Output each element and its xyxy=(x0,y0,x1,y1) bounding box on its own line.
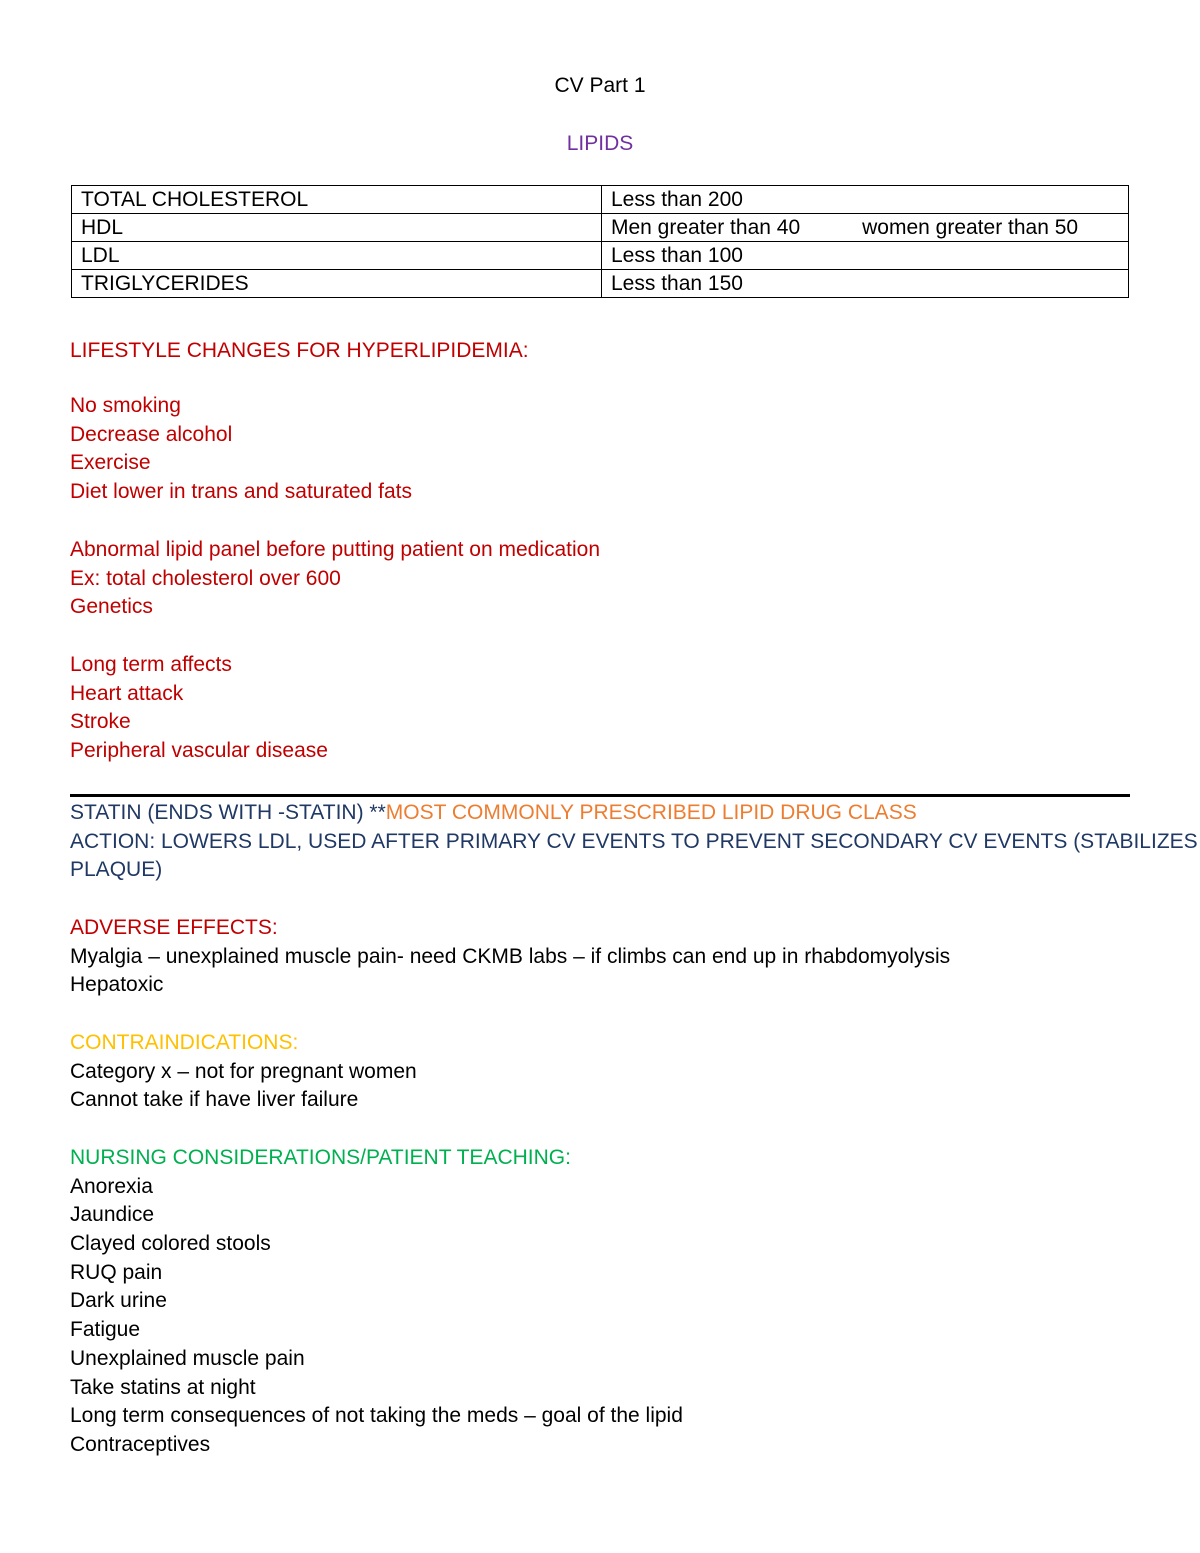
list-item: Dark urine xyxy=(70,1289,167,1313)
statin-section xyxy=(70,799,1198,885)
list-item: Long term affects xyxy=(70,653,232,676)
hdl-women-value: women greater than 50 xyxy=(862,216,1079,239)
list-item: Abnormal lipid panel before putting patient on medication xyxy=(70,538,601,561)
table-cell-name: TOTAL CHOLESTEROL xyxy=(72,186,602,214)
list-item: RUQ pain xyxy=(70,1260,163,1284)
list-item: Cannot take if have liver failure xyxy=(70,1088,359,1112)
list-item: Take statins at night xyxy=(70,1375,256,1399)
list-item: Genetics xyxy=(70,595,153,619)
hdl-men-value: Men greater than 40 xyxy=(611,216,801,239)
list-item: Jaundice xyxy=(70,1203,155,1227)
list-item: Ex: total cholesterol over 600 xyxy=(70,566,341,590)
list-item: Hepatoxic xyxy=(70,973,164,997)
table-cell-value: Less than 200 xyxy=(602,186,1129,214)
list-item: Fatigue xyxy=(70,1318,141,1342)
statin-action-line: PLAQUE) xyxy=(70,858,163,882)
contraindications-heading: CONTRAINDICATIONS: xyxy=(70,1031,299,1054)
list-item: Category x – not for pregnant women xyxy=(70,1059,417,1083)
lifestyle-section xyxy=(70,337,529,366)
contraindications-section xyxy=(70,1029,417,1115)
list-item: Stroke xyxy=(70,710,131,734)
lifestyle-list xyxy=(70,392,412,507)
list-item: Unexplained muscle pain xyxy=(70,1346,305,1370)
statin-title-highlight: MOST COMMONLY PRESCRIBED LIPID DRUG CLASS xyxy=(385,801,917,824)
list-item: Peripheral vascular disease xyxy=(70,739,328,763)
table-cell-value: Less than 100 xyxy=(602,242,1129,270)
abnormal-list xyxy=(70,536,600,622)
list-item: Clayed colored stools xyxy=(70,1232,271,1256)
list-item: Diet lower in trans and saturated fats xyxy=(70,480,413,504)
adverse-effects-section xyxy=(70,914,950,1000)
statin-title xyxy=(70,799,1198,828)
table-row xyxy=(72,214,1129,242)
list-item: Decrease alcohol xyxy=(70,422,233,446)
table-row xyxy=(72,270,1129,298)
lipids-heading: LIPIDS xyxy=(566,132,634,155)
list-item: Exercise xyxy=(70,451,151,475)
statin-title-text: STATIN (ENDS WITH -STATIN) ** xyxy=(70,801,386,824)
table-row xyxy=(72,186,1129,214)
document-title: CV Part 1 xyxy=(554,74,646,97)
list-item: Heart attack xyxy=(70,681,184,705)
nursing-heading: NURSING CONSIDERATIONS/PATIENT TEACHING: xyxy=(70,1146,571,1169)
table-cell-name: TRIGLYCERIDES xyxy=(72,270,602,298)
table-row xyxy=(72,242,1129,270)
section-divider xyxy=(70,794,1130,797)
list-item: Anorexia xyxy=(70,1174,153,1198)
lifestyle-heading: LIFESTYLE CHANGES FOR HYPERLIPIDEMIA: xyxy=(70,339,529,362)
table-cell-name: HDL xyxy=(72,214,602,242)
table-cell-name: LDL xyxy=(72,242,602,270)
nursing-section xyxy=(70,1144,683,1460)
lipid-reference-table xyxy=(71,185,1129,298)
list-item: Long term consequences of not taking the meds – goal of the lipid xyxy=(70,1404,683,1428)
long-term-list xyxy=(70,651,328,766)
table-cell-value xyxy=(602,214,1129,242)
statin-action-line: ACTION: LOWERS LDL, USED AFTER PRIMARY CV EVENTS TO PREVENT SECONDARY CV EVENTS (STABILIZES xyxy=(70,829,1198,853)
list-item: No smoking xyxy=(70,394,181,417)
table-cell-value: Less than 150 xyxy=(602,270,1129,298)
adverse-effects-heading: ADVERSE EFFECTS: xyxy=(70,916,278,939)
list-item: Myalgia – unexplained muscle pain- need CKMB labs – if climbs can end up in rhabdomyolysis xyxy=(70,944,951,968)
list-item: Contraceptives xyxy=(70,1432,211,1456)
